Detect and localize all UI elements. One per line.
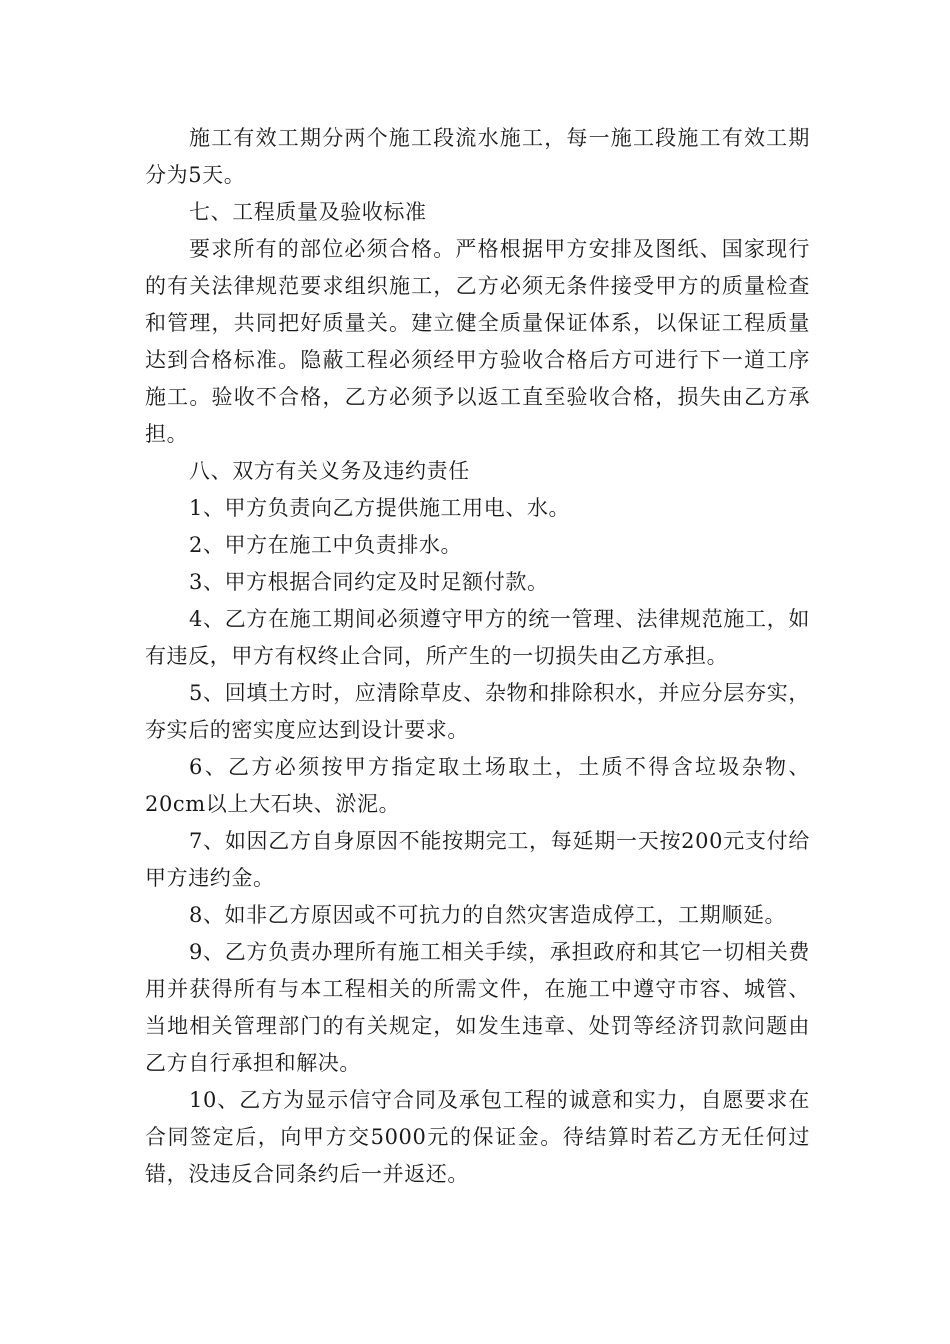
clause-5: 5、回填土方时，应清除草皮、杂物和排除积水，并应分层夯实，夯实后的密实度应达到设计要求。 bbox=[145, 681, 810, 742]
document-body bbox=[145, 120, 810, 1193]
clause-2: 2、甲方在施工中负责排水。 bbox=[189, 533, 463, 557]
clause-8: 8、如非乙方原因或不可抗力的自然灾害造成停工，工期顺延。 bbox=[189, 903, 787, 927]
section-heading-quality: 七、工程质量及验收标准 bbox=[189, 200, 427, 224]
clause-9: 9、乙方负责办理所有施工相关手续，承担政府和其它一切相关费用并获得所有与本工程相关的所需文件，在施工中遵守市容、城管、当地相关管理部门的有关规定，如发生违章、处罚等经济罚款问题由乙方自行承担和解决。 bbox=[145, 940, 810, 1075]
clause-10: 10、乙方为显示信守合同及承包工程的诚意和实力，自愿要求在合同签定后，向甲方交5000元的保证金。待结算时若乙方无任何过错，没违反合同条约后一并返还。 bbox=[145, 1088, 810, 1186]
clause-4: 4、乙方在施工期间必须遵守甲方的统一管理、法律规范施工，如有违反，甲方有权终止合同，所产生的一切损失由乙方承担。 bbox=[145, 607, 810, 668]
paragraph-quality-requirements: 要求所有的部位必须合格。严格根据甲方安排及图纸、国家现行的有关法律规范要求组织施工，乙方必须无条件接受甲方的质量检查和管理，共同把好质量关。建立健全质量保证体系，以保证工程质量达到合格标准。隐蔽工程必须经甲方验收合格后方可进行下一道工序施工。验收不合格，乙方必须予以返工直至验收合格，损失由乙方承担。 bbox=[145, 237, 810, 446]
clause-1: 1、甲方负责向乙方提供施工用电、水。 bbox=[189, 496, 571, 520]
section-heading-obligations: 八、双方有关义务及违约责任 bbox=[189, 459, 470, 483]
paragraph-schedule: 施工有效工期分两个施工段流水施工，每一施工段施工有效工期分为5天。 bbox=[145, 126, 810, 187]
clause-7: 7、如因乙方自身原因不能按期完工，每延期一天按200元支付给甲方违约金。 bbox=[145, 829, 810, 890]
clause-6: 6、乙方必须按甲方指定取土场取土，土质不得含垃圾杂物、20cm以上大石块、淤泥。 bbox=[145, 755, 810, 816]
clause-3: 3、甲方根据合同约定及时足额付款。 bbox=[189, 570, 549, 594]
